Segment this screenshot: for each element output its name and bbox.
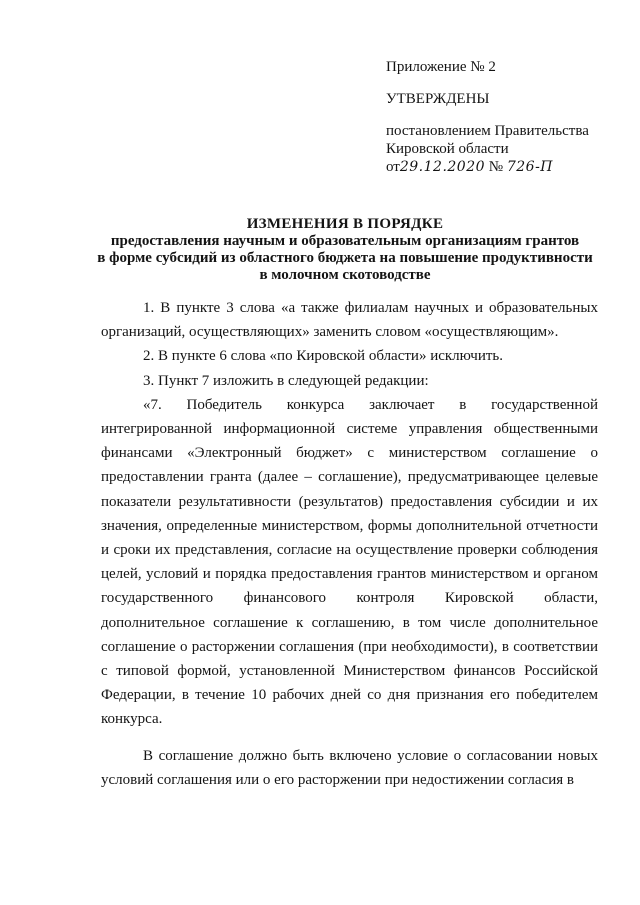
handwritten-number: 726-П xyxy=(506,159,554,175)
appendix-number: Приложение № 2 xyxy=(386,59,496,75)
date-prefix: от xyxy=(386,159,400,175)
paragraph-2: 2. В пункте 6 слова «по Кировской области» исключить. xyxy=(143,348,504,365)
paragraph-1: 1. В пункте 3 слова «а также филиалам научных и образовательных организаций, осуществляющих» заменить словом «осуществляющим». xyxy=(101,300,598,341)
handwritten-date: 29.12.2020 xyxy=(399,159,486,175)
resolution-line-1: постановлением Правительства xyxy=(386,123,589,139)
paragraph-4: «7. Победитель конкурса заключает в государственной интегрированной информационной системе управления общественными финансами «Электронный бюджет» с министерством соглашение о предоставлении гранта (далее – соглашение), предусматривающее целевые показатели результативности (результатов) предоставления субсидии и их значения, определенные министерством, формы дополнительной отчетности и сроки их представления, согласие на осуществление проверки соблюдения целей, условий и порядка предоставления грантов министерством и органом государственного финансового контроля Кировской области, дополнительное соглашение к соглашению, в том числе дополнительное соглашение о расторжении соглашения (при необходимости), в соответствии с типовой формой, установленной Министерством финансов Российской Федерации, в течение 10 рабочих дней со дня признания его победителем конкурса. xyxy=(101,396,598,728)
title-line-2: предоставления научным и образовательным организациям грантов xyxy=(110,233,580,249)
number-prefix: № xyxy=(488,159,504,175)
resolution-line-2: Кировской области xyxy=(386,141,509,157)
approved-label: УТВЕРЖДЕНЫ xyxy=(386,91,490,107)
paragraph-3: 3. Пункт 7 изложить в следующей редакции: xyxy=(143,372,429,389)
appendix-header xyxy=(386,58,626,176)
title-line-4: в молочном скотоводстве xyxy=(259,267,431,283)
title-main: ИЗМЕНЕНИЯ В ПОРЯДКЕ xyxy=(246,216,444,232)
paragraph-5: В соглашение должно быть включено условие о согласовании новых условий соглашения или о его расторжении при недостижении согласия в xyxy=(101,747,598,788)
title-line-3: в форме субсидий из областного бюджета на повышение продуктивности xyxy=(97,250,593,266)
resolution-date-line xyxy=(386,158,626,176)
document-title xyxy=(80,216,610,284)
document-body xyxy=(101,296,598,792)
